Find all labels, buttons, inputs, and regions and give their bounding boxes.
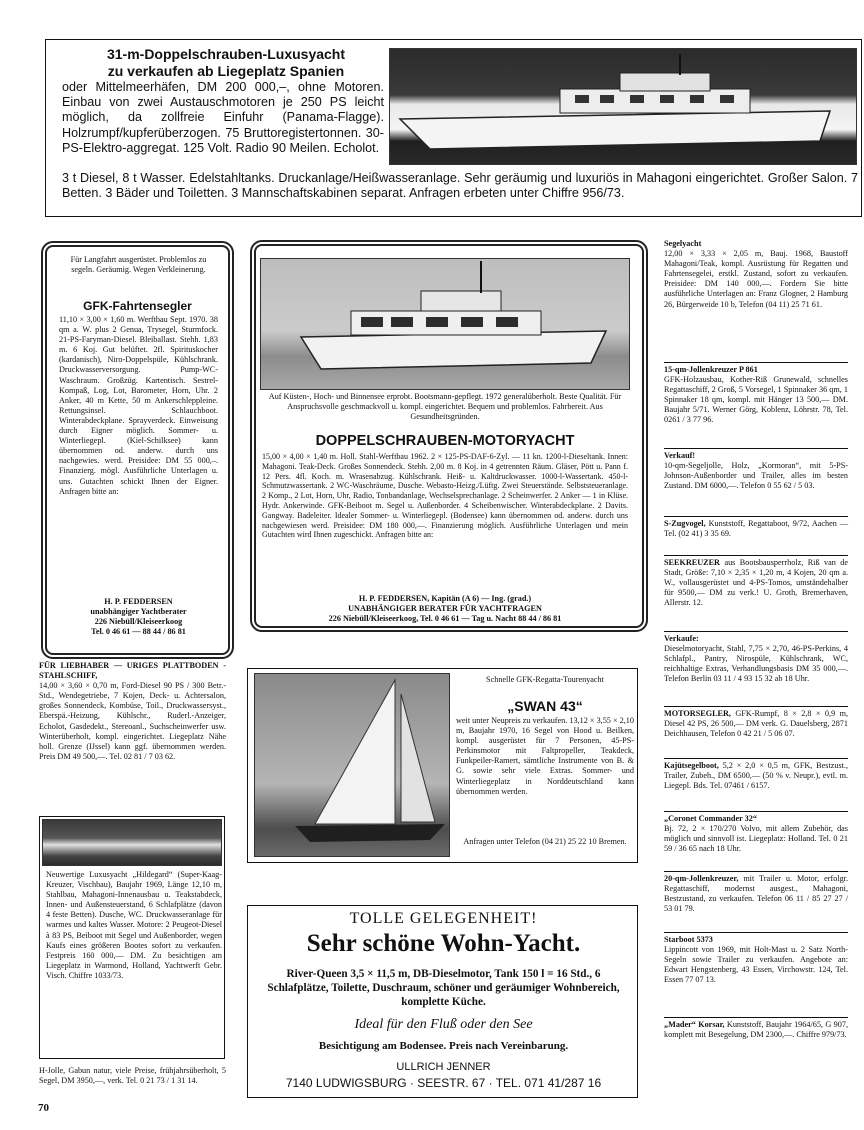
sailboat-illustration xyxy=(255,674,450,857)
gfk-title: GFK-Fahrtensegler xyxy=(83,299,192,313)
gfk-ad xyxy=(41,241,234,659)
wohnyacht-addr: 7140 LUDWIGSBURG · SEESTR. 67 · TEL. 071 41/287 16 xyxy=(285,1076,602,1090)
yacht-photo xyxy=(389,48,857,165)
swan-ad xyxy=(247,668,638,863)
classified-body: Kunststoff, Regattaboot, 9/72, Aachen — Tel. (02 41) 3 35 69. xyxy=(664,519,849,539)
classified-segelyacht xyxy=(664,239,848,362)
motoryacht-contact-1: H. P. FEDDERSEN, Kapitän (A 6) — Ing. (grad.) xyxy=(358,594,532,603)
classified-body: GFK-Rumpf, 8 × 2,8 × 0,9 m, Diesel 42 PS, 26 500,— DM verk. G. Dauelsberg, 2871 Deichhausen, Telefon 0 42 21 / 5 06 07. xyxy=(664,709,849,739)
classified-head: Verkaufe: xyxy=(664,634,699,643)
classified-seekreuzer xyxy=(664,556,848,631)
motoryacht-body: 15,00 × 4,00 × 1,40 m. Holl. Stahl-Werftbau 1962. 2 × 125-PS-DAF-6-Zyl. — 11 kn. 1200-l-Dieseltank. Innen: Mahagoni. Teak-Deck. Großes Sonnendeck. Stehh. 2,00 m. 8 Koj. in 4 getrennten Räum. Gläser, Pött u. Pann f. 12 Pers. 4fl. Koch. m. Wrasenabzug. Kühlschrank. Heiß- u. Kaltdruckwasser. 1000-l-Wassertank. 450-l-Schmutzwassertank. 2 WC-Waschräume, Dusche. Webasto-Heizg./Lüftg. Zwei Steuerstände. Selbststeueranlage. 2 Komp., 2 Lot, Horn, Uhr, Radio, Tonbandanlage, Wechselsprechanlage. 2 Scheinwerfer. 2 Anker — 1 in Klüse. Hydr. Ankerwinde. GFK-Beiboot m. Segel u. Außenborder. 4 Scheibenwischer. Winterabdeckplane. 2 Davits. Gangway. Badeleiter. Idealer Sommer- u. Winterliegepl. (Bodensee) kann übernommen od. anderw. durch uns nachgewiesen werd. Preisidee: DM 180 000,—. Finanzierung möglich. Ausführliche Unterlagen und mein Gutachten wird Ihnen zugeschickt. Anfragen bitte an: xyxy=(262,452,628,540)
classified-head: 15-qm-Jollenkreuzer P 861 xyxy=(664,365,758,374)
classified-kajuetsegelboot xyxy=(664,759,848,811)
swan-body: weit unter Neupreis zu verkaufen. 13,12 × 3,55 × 2,10 m, Baujahr 1970, 16 Segel von Hood u. Beilken, kompl. ausgerüstet für 7 Personen, 45-PS-Perkinsmotor mit Faltpropeller, Teakdeck, Funkpeiler-Ramert, sämtliche Instrumente von B. & G. sowie sehr viele Extras. Sommer- und Winterliegeplatz in Norddeutschland kann übernommen werden. xyxy=(456,716,634,796)
top-ad-body-left: oder Mittelmeerhäfen, DM 200 000,–, ohne Motoren. Einbau von zwei Austauschmotoren je 250 PS leicht möglich, da zollfreie Einfuhr (Panama-Flagge). Holzrumpf/kupferüberzogen. 75 Bruttoregistertonnen. 30-PS-Elektro-aggregat. 125 Volt. Radio 90 Meilen. Echolot. xyxy=(62,80,384,155)
liebhaber-head: FÜR LIEBHABER — URIGES PLATTBODEN - STAHLSCHIFF, xyxy=(39,661,226,681)
top-ad-title-line2: zu verkaufen ab Liegeplatz Spanien xyxy=(107,63,345,79)
wohnyacht-name: ULLRICH JENNER xyxy=(396,1061,491,1073)
top-ad-title-line1: 31-m-Doppelschrauben-Luxusyacht xyxy=(106,46,346,62)
wohnyacht-ad xyxy=(247,905,638,1098)
classified-jollenkreuzer-15 xyxy=(664,363,848,448)
motoryacht-contact xyxy=(262,594,628,624)
classified-verkauf xyxy=(664,449,848,516)
gfk-body: 11,10 × 3,00 × 1,60 m. Werftbau Sept. 1970. 38 qm a. W. plus 2 Genua, Trysegel, Sturmfock. 21-PS-Faryman-Diesel. Bleiballast. Stehh. 1,83 m. 6 Koj. Gut belüftet. 2fl. Spirituskocher (kardanisch), Niro-Doppelspüle, Kühlschrank. Druckwasserversorgung. Pump-WC-Waschraum. Großzüg. Kartentisch. Sestrel-Kompaß, Log, Lot, Barometer, Horn, Uhr. 2 Anker, 40 m Kette, 50 m Ankerschleppleine. Rettungsinsel. Schlauchboot. Winterabdeckplane. Sprayverdeck. Einweisung durch Eigner möglich. Sommer- u. Winterliegepl. (Kiel-Schilksee) kann übernommen od. anderw. durch uns nachgewies. werd. Preisidee: DM 55 000,–. Finanzierg. mögl. Ausführliche Unterlagen u. uns. Gutachten schickt Ihnen der Eigner. Anfragen bitte an: xyxy=(59,315,218,496)
classified-motorsegler xyxy=(664,707,848,758)
gfk-contact-name: H. P. FEDDERSEN xyxy=(104,597,173,606)
wohnyacht-body: River-Queen 3,5 × 11,5 m, DB-Dieselmotor, Tank 150 l = 16 Std., 6 Schlafplätze, Toilette, Duschraum, schöner und geräumiger Wohnbereich, komplette Küche. xyxy=(267,968,620,1008)
hildegard-ad xyxy=(39,816,225,1059)
classified-head: Starboot 5373 xyxy=(664,935,713,944)
classified-body: GFK-Holzausbau, Kother-Riß Grunewald, schnelles Regattaschiff, 2 Groß, 5 Vorsegel, 1 Spinnaker 36 qm, 1 Spinnaker 18 qm, kompl. mit Hänger 13 500,— DM. Baujahr 5/71. Werner Görg, Koblenz, Löhrstr. 78, Tel. 0261 / 3 77 96. xyxy=(664,375,848,425)
classified-head: SEEKREUZER xyxy=(664,558,720,567)
wohnyacht-besicht: Besichtigung am Bodensee. Preis nach Vereinbarung. xyxy=(318,1040,569,1052)
classified-zugvogel xyxy=(664,517,848,555)
classified-body: mit Trailer u. Motor, erfolgr. Regattaschiff, modernst ausgest., Mahagoni, Bestzustand, zu verkaufen. Telefon 06 11 / 85 27 27 / 53 01 79. xyxy=(664,874,849,914)
classified-body: Bj. 72, 2 × 170/270 Volvo, mit allem Zubehör, das möglich und sinnvoll ist. Liegeplatz: Holland. Tel. 0 21 59 / 36 65 nach 18 Uhr. xyxy=(664,824,848,854)
motoryacht-illustration xyxy=(261,259,630,390)
swan-photo xyxy=(254,673,450,857)
hjolle-ad: H-Jolle, Gabun natur, viele Preise, frühjahrsüberholt, 5 Segel, DM 3950,—, verk. Tel. 0 21 73 / 1 31 14. xyxy=(39,1066,226,1086)
classified-head: 20-qm-Jollenkreuzer, xyxy=(664,874,739,883)
swan-contact: Anfragen unter Telefon (04 21) 25 22 10 Bremen. xyxy=(463,837,627,846)
classified-body: Lippincott von 1969, mit Holt-Mast u. 2 Satz North-Segeln sowie Trailer zu verkaufen. Angebote an: Edwart Hengstenberg, 43 Essen, Virchowstr. 124, Tel. Essen 77 07 13. xyxy=(664,945,848,985)
gfk-contact-role: unabhängiger Yachtberater xyxy=(90,607,187,617)
gfk-contact-addr: 226 Niebüll/Kleiseerkoog xyxy=(94,617,183,627)
motoryacht-title: DOPPELSCHRAUBEN-MOTORYACHT xyxy=(315,433,575,449)
hildegard-photo xyxy=(42,819,222,866)
classified-coronet xyxy=(664,812,848,871)
classified-head: S-Zugvogel, xyxy=(664,519,706,528)
motoryacht-contact-2: UNABHÄNGIGER BERATER FÜR YACHTFRAGEN xyxy=(348,604,542,614)
classified-starboot xyxy=(664,933,848,1017)
motoryacht-caption: Auf Küsten-, Hoch- und Binnensee erprobt. Bootsmann-gepflegt. 1972 generalüberholt. Beste Qualität. Für Anspruchsvolle geschmackvoll u. kompl. eingerichtet. Bequem und problemlos. Fahrbereit. Aus Gesundheitsgründen. xyxy=(268,392,622,422)
classified-body: 10-qm-Segeljolle, Holz, „Kormoran“, mit 5-PS-Johnson-Außenborder und Trailer, alles im besten Zustand. DM 6000,—. Telefon 0 55 62 / 5 03. xyxy=(664,461,848,491)
classified-head: „Mader“ Korsar, xyxy=(664,1020,725,1029)
yacht-illustration xyxy=(390,49,857,165)
classified-body: 12,00 × 3,33 × 2,05 m, Bauj. 1968, Baustoff Mahagoni/Teak, kompl. Ausrüstung für Regatten und Fahrtensegelei, erstkl. Zustand, sofort zu verkaufen. Preisidee: DM 140 000,—. Fordern Sie bitte ausführliche Unterlagen an: Franz Glogner, 2 Hamburg 26, Bürgerweide 10 b, Telefon (04 11) 25 71 61. xyxy=(664,249,848,309)
classified-body: Kunststoff, Baujahr 1964/65, G 907, komplett mit Besegelung, DM 2300,—. Chiffre 979/73. xyxy=(664,1020,848,1040)
classified-korsar xyxy=(664,1018,848,1040)
top-ad xyxy=(45,39,862,217)
gfk-contact-tel: Tel. 0 46 61 — 88 44 / 86 81 xyxy=(91,627,186,637)
classified-body: Dieselmotoryacht, Stahl, 7,75 × 2,70, 46-PS-Perkins, 4 Schlafpl., Pantry, Nirospüle, Kühlschrank, WC, reichhaltige Extras, Verhandlungsbasis DM 35 000,—. Telefon Berlin 03 11 / 4 93 15 32 ab 18 Uhr. xyxy=(664,644,848,684)
motoryacht-ad xyxy=(250,240,648,632)
motoryacht-photo xyxy=(260,258,630,390)
gfk-intro: Für Langfahrt ausgerüstet. Problemlos zu segeln. Geräumig. Wegen Verkleinerung. xyxy=(70,255,207,275)
liebhaber-ad xyxy=(39,661,226,762)
swan-intro: Schnelle GFK-Regatta-Tourenyacht xyxy=(486,675,604,684)
classified-jollenkreuzer-20 xyxy=(664,872,848,932)
right-column xyxy=(664,239,848,1040)
page-number: 70 xyxy=(38,1102,49,1114)
classified-body: aus Bootsbausperrholz, Riß van de Stadt, Größe: 7,10 × 2,35 × 1,20 m, 4 Kojen, 20 qm a. W., vollausgerüstet und 4-PS-Tomos, umständehalber für 9500,— DM zu verk.! U. Groth, Bremerhaven, Allerstr. 12. xyxy=(664,558,849,608)
classified-head: Segelyacht xyxy=(664,239,702,248)
classified-head: Kajütsegelboot, xyxy=(664,761,719,770)
gfk-contact xyxy=(57,597,220,637)
motoryacht-contact-3: 226 Niebüll/Kleiseerkoog, Tel. 0 46 61 — Tag u. Nacht 88 44 / 86 81 xyxy=(328,614,562,624)
classified-head: Verkauf! xyxy=(664,451,696,460)
classified-body: 5,2 × 2,0 × 0,5 m, GFK, Bestzust., Trailer, Zubeh., DM 6500,— (50 % v. Neupr.), evtl. m. Liegepl. Bds. Tel. 07461 / 6157. xyxy=(664,761,849,791)
top-ad-body-full: 3 t Diesel, 8 t Wasser. Edelstahltanks. Druckanlage/Heißwasseranlage. Sehr geräumig und luxuriös in Mahagoni eingerichtet. Großer Salon. 7 Betten. 3 Bäder und Toiletten. 3 Mannschaftskabinen separat. Anfragen erbeten unter Chiffre 956/73. xyxy=(62,171,858,201)
wohnyacht-headline2: Sehr schöne Wohn-Yacht. xyxy=(306,930,581,957)
top-ad-title xyxy=(66,46,386,80)
wohnyacht-headline1: TOLLE GELEGENHEIT! xyxy=(349,910,538,927)
classified-head: MOTORSEGLER, xyxy=(664,709,731,718)
liebhaber-body: 14,00 × 3,60 × 0,70 m, Ford-Diesel 90 PS / 300 Betr.-Std., Wendegetriebe, 7 Kojen, Deck- u. Achtersalon, großes Sonnendeck, Kombüse, Toil., Druckwassersyst., Eberspä.-Heizung, Kühlschr., Ruderl.-Anzeiger, Echolot, Gasdedekt., Stereoanl., Suchscheinwerfer usw. Winterüberholt, kompl. eingerichtet. Liegeplatz Nähe holl. Grenze (IJssel) kann ggf. übernommen werden. Preis DM 49 500,—. Tel. 02 81 / 7 03 62. xyxy=(39,681,226,761)
swan-title: „SWAN 43“ xyxy=(507,698,583,714)
classified-dieselmotoryacht xyxy=(664,632,848,706)
hildegard-body: Neuwertige Luxusyacht „Hildegard“ (Super-Kaag-Kreuzer, Vischbau), Baujahr 1969, Länge 12,10 m, Stahlbau, Mahagoni-Innenausbau u. Teakstabdeck, Innen- und Außensteuerstand, 6 Schlafplätze (davon 4 feste Betten). Dusche, WC. Druckwasseranlage für warmes und kaltes Wasser. Motore: 2 Peugeot-Diesel à 83 PS, Beiboot mit Segel und Außenborder, wegen Kaufs eines größeren Bootes sofort zu verkaufen. Festpreis 160 000,— DM. Zu besichtigen am Liegeplatz in Warmond, Holland, Yachtwerft Gebr. Visch. Chiffre 1033/73. xyxy=(46,870,222,980)
wohnyacht-slogan: Ideal für den Fluß oder den See xyxy=(354,1017,533,1032)
classified-head: „Coronet Commander 32“ xyxy=(664,814,757,823)
